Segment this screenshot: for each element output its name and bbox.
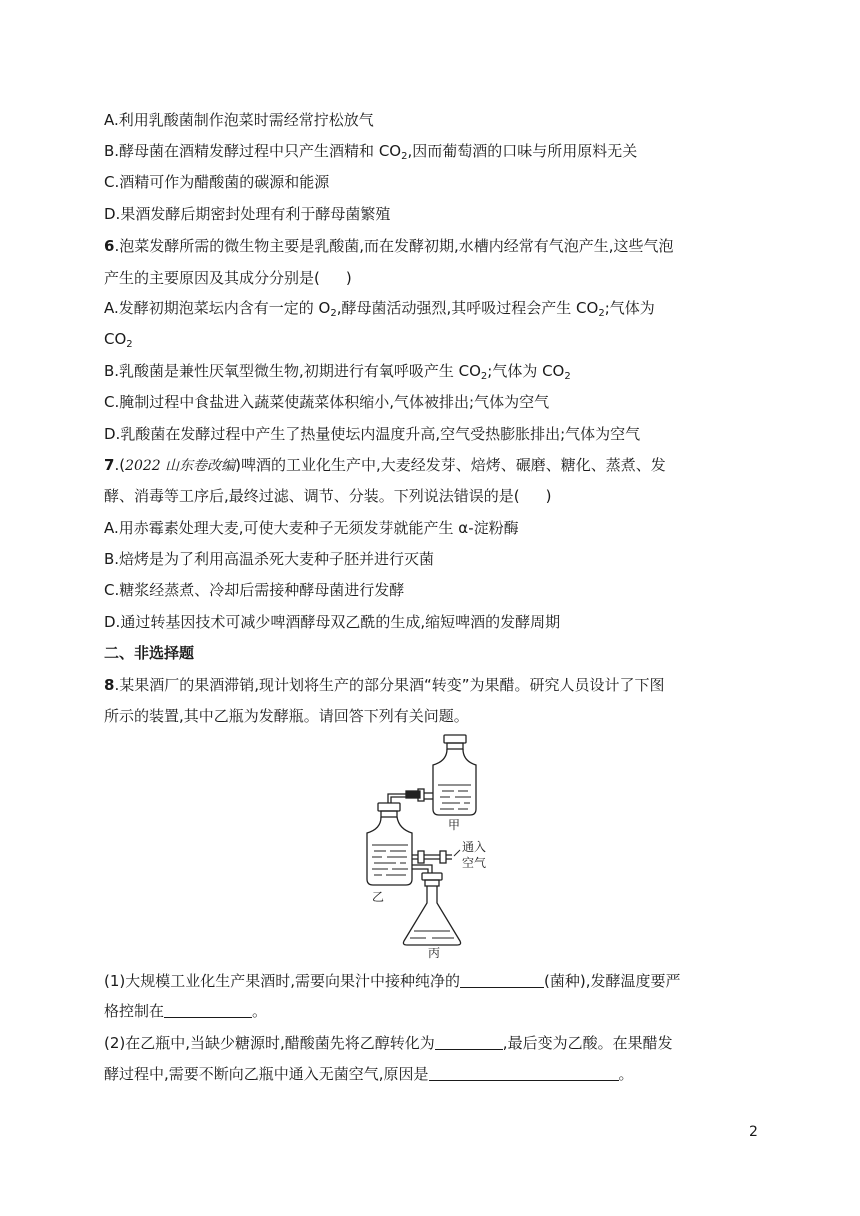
q6-option-a-cont [104,329,133,349]
q6-option-b [104,361,571,381]
q5-option-b-text: B.酵母菌在酒精发酵过程中只产生酒精和 CO [104,142,402,160]
q5-option-d: D.果酒发酵后期密封处理有利于酵母菌繁殖 [104,205,391,223]
q8-stem-text: .某果酒厂的果酒滞销,现计划将生产的部分果酒“转变”为果醋。研究人员设计了下图 [114,676,665,694]
q6-option-c: C.腌制过程中食盐进入蔬菜使蔬菜体积缩小,气体被排出;气体为空气 [104,393,550,411]
q6-stem-line1 [104,236,674,256]
q5-option-a: A.利用乳酸菌制作泡菜时需经常拧松放气 [104,111,374,129]
page-number: 2 [749,1124,758,1140]
answer-blank[interactable] [460,972,544,988]
q8-part2-text-3: 酵过程中,需要不断向乙瓶中通入无菌空气,原因是 [104,1065,429,1083]
q6-stem-text-2: 产生的主要原因及其成分分别是( [104,269,320,287]
q8-part1-text-end: 。 [252,1002,268,1020]
label-air-1: 通入 [462,840,487,854]
tube-with-valve [388,789,433,803]
label-jia: 甲 [448,818,461,832]
q7-source: 2022 山东卷改编 [125,458,236,474]
q8-part2-line1 [104,1033,673,1053]
q6-stem-line2 [104,268,352,288]
q7-stem-text-2: 酵、消毒等工序后,最终过滤、调节、分装。下列说法错误的是( [104,487,520,505]
q8-stem-line2: 所示的装置,其中乙瓶为发酵瓶。请回答下列有关问题。 [104,707,469,725]
q5-option-b [104,141,637,161]
q7-option-c: C.糖浆经蒸煮、冷却后需接种酵母菌进行发酵 [104,581,405,599]
q7-option-d: D.通过转基因技术可减少啤酒酵母双乙酰的生成,缩短啤酒的发酵周期 [104,613,561,631]
q8-part2-text-2: ,最后变为乙酸。在果醋发 [502,1034,673,1052]
q7-stem-text: )啤酒的工业化生产中,大麦经发芽、焙烤、碾磨、糖化、蒸煮、发 [235,456,666,474]
q5-option-b-text-end: ,因而葡萄酒的口味与所用原料无关 [407,142,638,160]
subscript: 2 [401,151,408,162]
subscript: 2 [598,308,605,319]
close-paren: ) [345,269,352,287]
label-air-2: 空气 [462,856,487,870]
flask-bing [403,873,460,945]
q6-stem-text: .泡菜发酵所需的微生物主要是乳酸菌,而在发酵初期,水槽内经常有气泡产生,这些气泡 [114,237,674,255]
subscript: 2 [480,371,488,382]
subscript: 2 [564,371,571,382]
q6-option-a-text: A.发酵初期泡菜坛内含有一定的 O [104,299,331,317]
q6-option-a-text-end: ;气体为 [604,299,655,317]
q7-stem-line2 [104,486,551,506]
answer-blank[interactable] [435,1034,503,1050]
q6-option-b-text: B.乳酸菌是兼性厌氧型微生物,初期进行有氧呼吸产生 CO [104,362,481,380]
apparatus-drawing [352,733,508,959]
q7-src-open: .( [114,456,126,474]
fermentation-apparatus-figure [352,733,508,959]
q7-option-a: A.用赤霉素处理大麦,可使大麦种子无须发芽就能产生 α-淀粉酶 [104,519,519,537]
q8-part2-text: (2)在乙瓶中,当缺少糖源时,醋酸菌先将乙醇转化为 [104,1034,435,1052]
q8-part1-line2 [104,1001,267,1021]
q7-number: 7 [104,456,115,474]
q8-part2-line2 [104,1064,634,1084]
q8-stem-line1 [104,675,665,695]
q7-option-b: B.焙烤是为了利用高温杀死大麦种子胚并进行灭菌 [104,550,435,568]
q8-number: 8 [104,676,115,694]
subscript: 2 [330,308,337,319]
label-yi: 乙 [372,890,385,904]
answer-blank[interactable] [429,1065,619,1081]
subscript: 2 [126,339,133,350]
q8-part1-text-3: 格控制在 [104,1002,165,1020]
section-title: 二、非选择题 [104,644,195,662]
q8-part1-text: (1)大规模工业化生产果酒时,需要向果汁中接种纯净的 [104,972,461,990]
q6-option-a-cont-text: CO [104,330,127,348]
close-paren: ) [545,487,552,505]
answer-blank[interactable] [164,1002,252,1018]
bottle-jia [433,735,476,815]
q6-option-b-text-mid: ;气体为 CO [487,362,565,380]
label-bing: 丙 [428,946,441,959]
q6-option-d: D.乳酸菌在发酵过程中产生了热量使坛内温度升高,空气受热膨胀排出;气体为空气 [104,425,641,443]
q8-part1-text-2: (菌种),发酵温度要严 [544,972,681,990]
q5-option-c: C.酒精可作为醋酸菌的碳源和能源 [104,173,330,191]
q7-stem-line1 [104,455,666,476]
air-pointer-line [454,850,460,856]
q8-part1-line1 [104,971,681,991]
q6-number: 6 [104,237,115,255]
bottle-yi [367,803,412,885]
q8-part2-text-end: 。 [618,1065,634,1083]
q6-option-a-text-mid: ,酵母菌活动强烈,其呼吸过程会产生 CO [336,299,599,317]
q6-option-a [104,298,655,318]
